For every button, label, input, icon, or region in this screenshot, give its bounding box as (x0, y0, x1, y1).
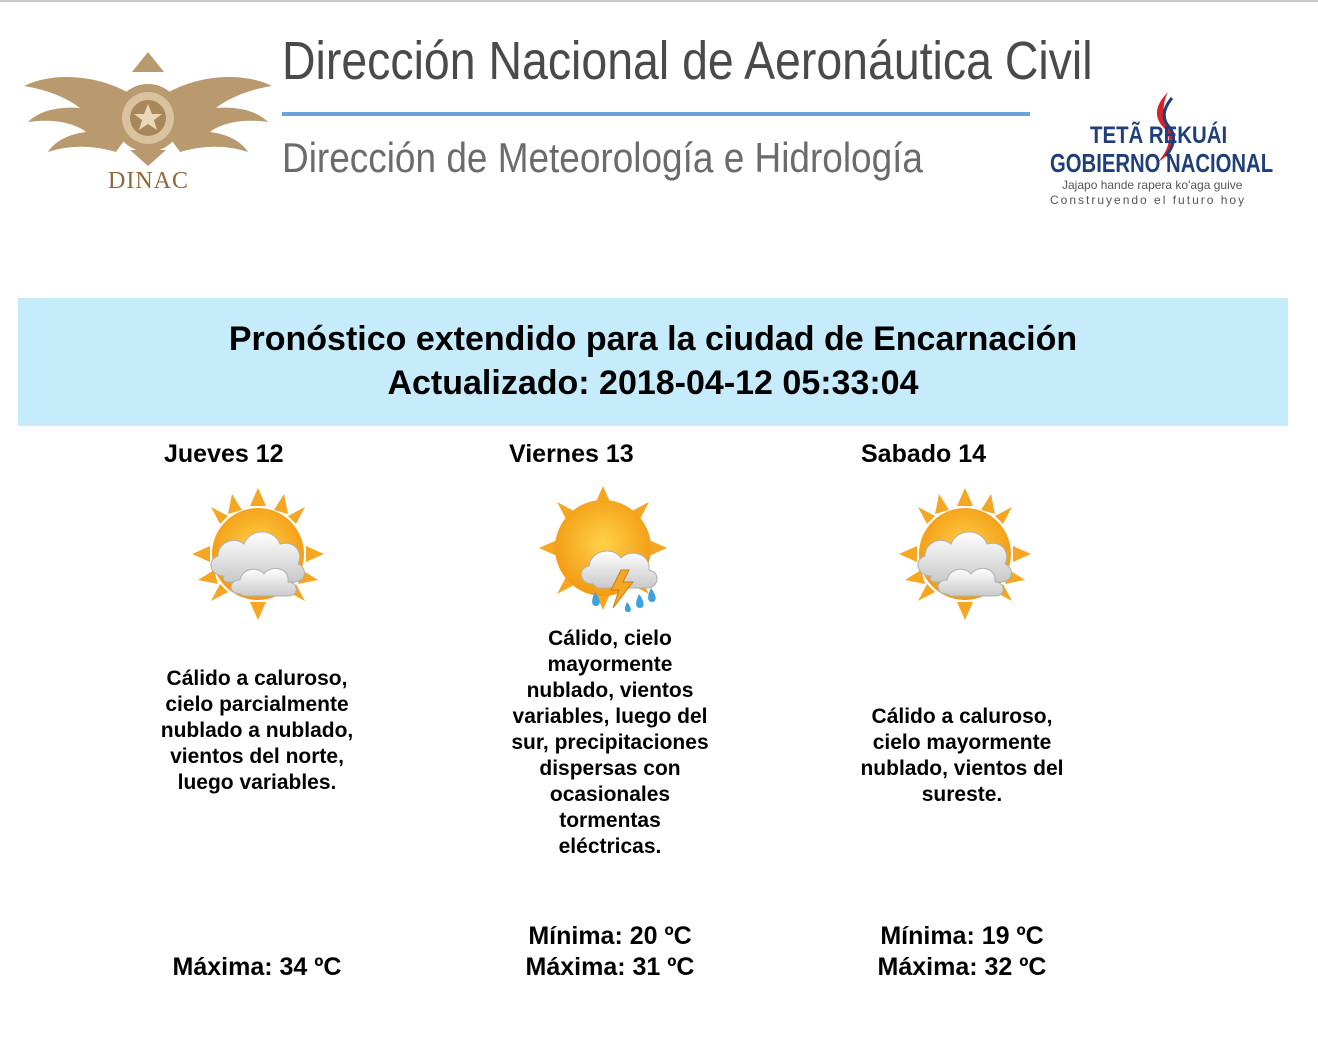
forecast-description: Cálido, cielo mayormente nublado, vientos variables, luego del sur, precipitaciones dispersas con ocasionales tormentas eléctricas. (511, 627, 709, 858)
max-temperature: Máxima: 31 ºC (525, 953, 695, 981)
title-divider (282, 112, 1030, 116)
gov-logo-line4: Construyendo el futuro hoy (1050, 193, 1247, 207)
day-name: Sabado 14 (861, 440, 987, 468)
gov-logo-line3: Jajapo hande rapera ko'aga guive (1062, 178, 1243, 192)
forecast-description: Cálido a caluroso, cielo mayormente nublado, vientos del sureste. (860, 705, 1064, 806)
forecast-banner (18, 298, 1288, 426)
gov-logo-line1: TETÃ REKUÁI (1090, 122, 1228, 149)
sun-cloud-storm-icon (539, 484, 679, 624)
gov-logo-line2: GOBIERNO NACIONAL (1050, 148, 1274, 178)
forecast-title: Pronóstico extendido para la ciudad de Encarnación (228, 320, 1078, 358)
max-temperature: Máxima: 34 ºC (172, 953, 342, 981)
min-temperature: Mínima: 20 ºC (528, 922, 692, 950)
partly-cloudy-sun-icon (895, 484, 1035, 624)
org-subtitle: Dirección de Meteorología e Hidrología (282, 134, 923, 181)
forecast-description: Cálido a caluroso, cielo parcialmente nublado a nublado, vientos del norte, luego variables. (160, 667, 354, 794)
org-title: Dirección Nacional de Aeronáutica Civil (282, 31, 1093, 91)
partly-cloudy-sun-icon (188, 484, 328, 624)
page-header (0, 0, 1318, 240)
updated-timestamp: Actualizado: 2018-04-12 05:33:04 (387, 364, 919, 402)
gobierno-nacional-logo (1050, 92, 1280, 212)
min-temperature: Mínima: 19 ºC (880, 922, 1044, 950)
dinac-logo-text: DINAC (108, 168, 189, 194)
day-name: Jueves 12 (164, 440, 284, 468)
day-name: Viernes 13 (509, 440, 634, 468)
max-temperature: Máxima: 32 ºC (877, 953, 1047, 981)
